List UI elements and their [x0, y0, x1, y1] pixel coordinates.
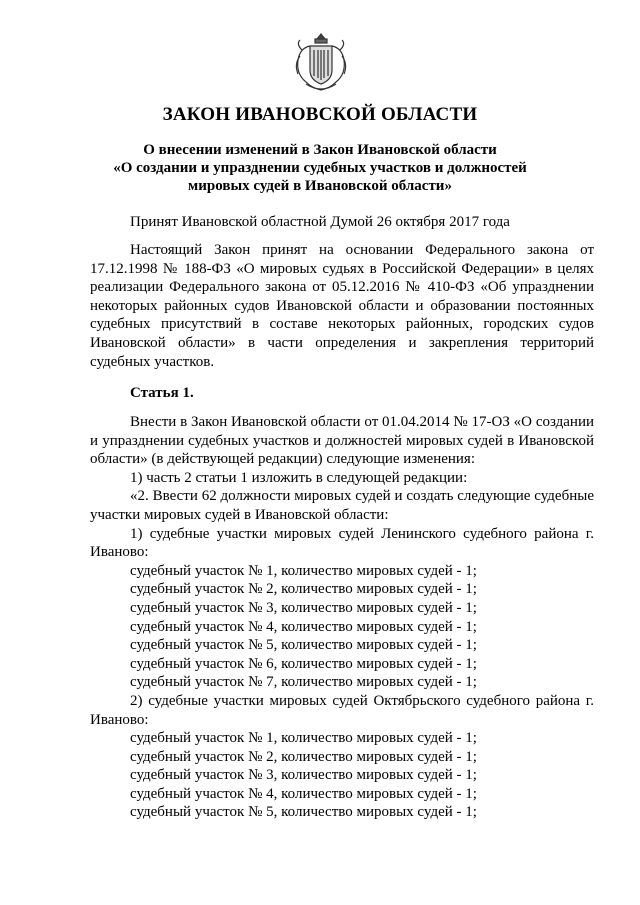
coat-of-arms-icon: [292, 30, 350, 96]
article-body: [90, 413, 594, 822]
preamble-paragraph: Настоящий Закон принят на основании Федерального закона от 17.12.1998 № 188-ФЗ «О мировых судьях в Российской Федерации» в целях реализации Федерального закона от 05.12.2016 № 410-ФЗ «Об упразднении некоторых районных судов Ивановской области и образовании постоянных судебных присутствий в составе некоторых районных, городских судов Ивановской области» в части определения и закрепления территорий судебных участков.: [90, 242, 594, 370]
list-item: судебный участок № 5, количество мировых судей - 1;: [130, 637, 477, 654]
subtitle-line: мировых судей в Ивановской области»: [188, 178, 452, 194]
district-heading: 2) судебные участки мировых судей Октябрьского судебного района г. Иваново:: [90, 692, 594, 728]
list-item: судебный участок № 2, количество мировых судей - 1;: [130, 581, 477, 598]
list-item: судебный участок № 6, количество мировых судей - 1;: [130, 655, 477, 672]
subtitle-line: «О создании и упразднении судебных участков и должностей: [113, 160, 527, 176]
document-title: ЗАКОН ИВАНОВСКОЙ ОБЛАСТИ: [162, 104, 478, 125]
list-item: судебный участок № 7, количество мировых судей - 1;: [130, 674, 477, 691]
list-item: судебный участок № 3, количество мировых судей - 1;: [130, 767, 477, 784]
list-item: судебный участок № 2, количество мировых судей - 1;: [130, 748, 477, 765]
quote-intro: «2. Ввести 62 должности мировых судей и создать следующие судебные участки мировых судей в Ивановской области:: [90, 488, 594, 523]
list-item: 1) часть 2 статьи 1 изложить в следующей редакции:: [130, 469, 468, 486]
adoption-line: Принят Ивановской областной Думой 26 октября 2017 года: [130, 214, 510, 230]
preamble-block: [90, 241, 594, 371]
list-item: судебный участок № 4, количество мировых судей - 1;: [130, 785, 477, 802]
list-item: судебный участок № 4, количество мировых судей - 1;: [130, 618, 477, 635]
list-item: судебный участок № 5, количество мировых судей - 1;: [130, 804, 477, 821]
district-heading: 1) судебные участки мировых судей Ленинского судебного района г. Иваново:: [90, 525, 594, 561]
list-item: судебный участок № 1, количество мировых судей - 1;: [130, 562, 477, 579]
list-item: судебный участок № 3, количество мировых судей - 1;: [130, 599, 477, 616]
list-item: судебный участок № 1, количество мировых судей - 1;: [130, 730, 477, 747]
document-subtitle: [90, 141, 550, 195]
subtitle-line: О внесении изменений в Закон Ивановской области: [143, 142, 497, 158]
article-heading: Статья 1.: [130, 385, 194, 401]
article-intro: Внести в Закон Ивановской области от 01.04.2014 № 17-ОЗ «О создании и упразднении судебных участков и должностей мировых судей в Ивановской области» (в действующей редакции) следующие изменения:: [90, 414, 594, 468]
